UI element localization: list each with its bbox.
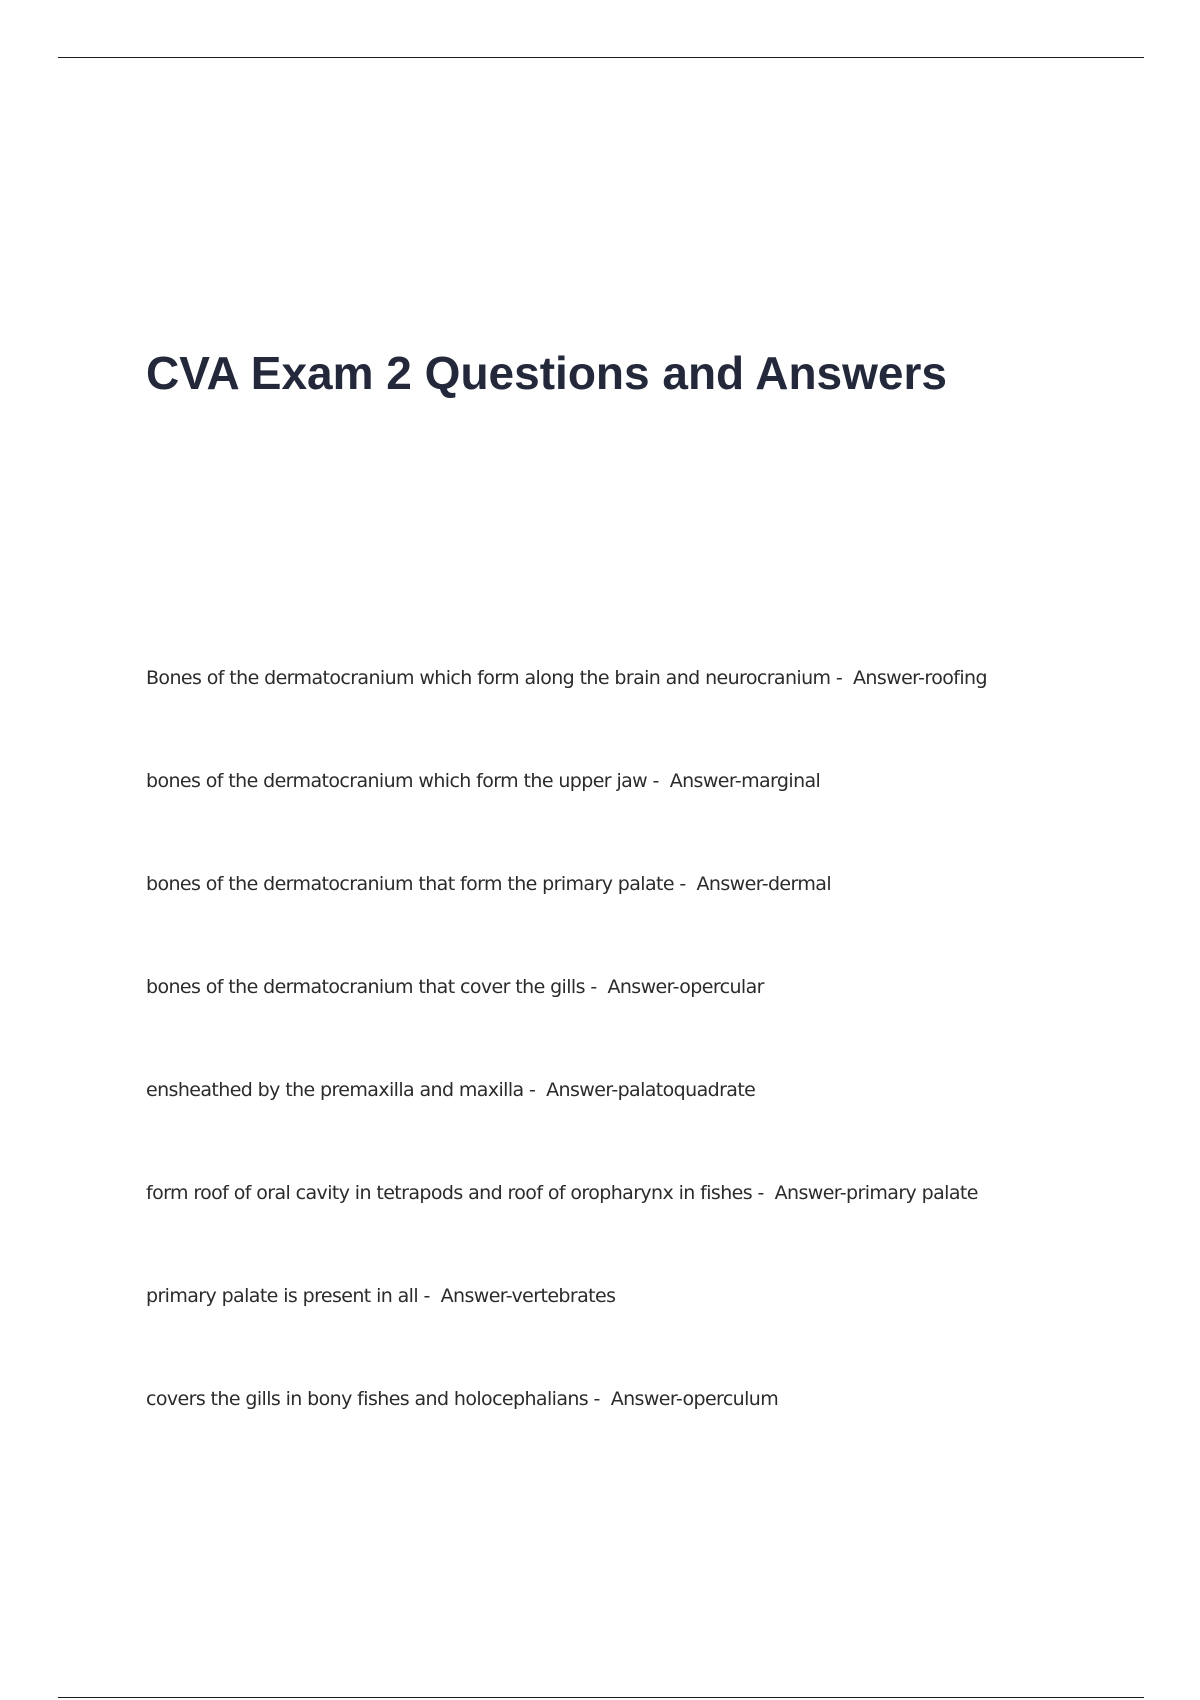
qa-separator: -: [523, 1079, 547, 1101]
page-title: CVA Exam 2 Questions and Answers: [146, 347, 947, 399]
qa-item: [146, 1387, 1146, 1490]
qa-item: [146, 1078, 1146, 1181]
qa-separator: -: [418, 1285, 441, 1307]
question-text: bones of the dermatocranium that form the primary palate: [146, 873, 674, 895]
qa-item: [146, 872, 1146, 975]
qa-separator: -: [647, 770, 670, 792]
answer-text: Answer-primary palate: [774, 1182, 978, 1204]
question-text: bones of the dermatocranium that cover the gills: [146, 976, 585, 998]
qa-item: [146, 1284, 1146, 1387]
question-text: covers the gills in bony fishes and holocephalians: [146, 1388, 589, 1410]
qa-list: [146, 666, 1146, 1490]
answer-text: Answer-palatoquadrate: [546, 1079, 756, 1101]
answer-text: Answer-roofing: [853, 667, 987, 689]
top-rule: [58, 57, 1144, 58]
qa-separator: -: [584, 976, 608, 998]
qa-item: [146, 975, 1146, 1078]
question-text: form roof of oral cavity in tetrapods and roof of oropharynx in fishes: [146, 1182, 753, 1204]
qa-item: [146, 769, 1146, 872]
qa-separator: -: [752, 1182, 775, 1204]
question-text: bones of the dermatocranium which form the upper jaw: [146, 770, 648, 792]
question-text: primary palate is present in all: [146, 1285, 419, 1307]
question-text: ensheathed by the premaxilla and maxilla: [146, 1079, 524, 1101]
qa-separator: -: [830, 667, 854, 689]
answer-text: Answer-opercular: [607, 976, 764, 998]
qa-item: [146, 666, 1146, 769]
answer-text: Answer-marginal: [669, 770, 821, 792]
qa-separator: -: [673, 873, 697, 895]
answer-text: Answer-vertebrates: [440, 1285, 616, 1307]
qa-item: [146, 1181, 1146, 1284]
bottom-rule: [58, 1697, 1144, 1698]
qa-separator: -: [588, 1388, 611, 1410]
answer-text: Answer-dermal: [696, 873, 832, 895]
question-text: Bones of the dermatocranium which form along the brain and neurocranium: [146, 667, 831, 689]
answer-text: Answer-operculum: [610, 1388, 779, 1410]
